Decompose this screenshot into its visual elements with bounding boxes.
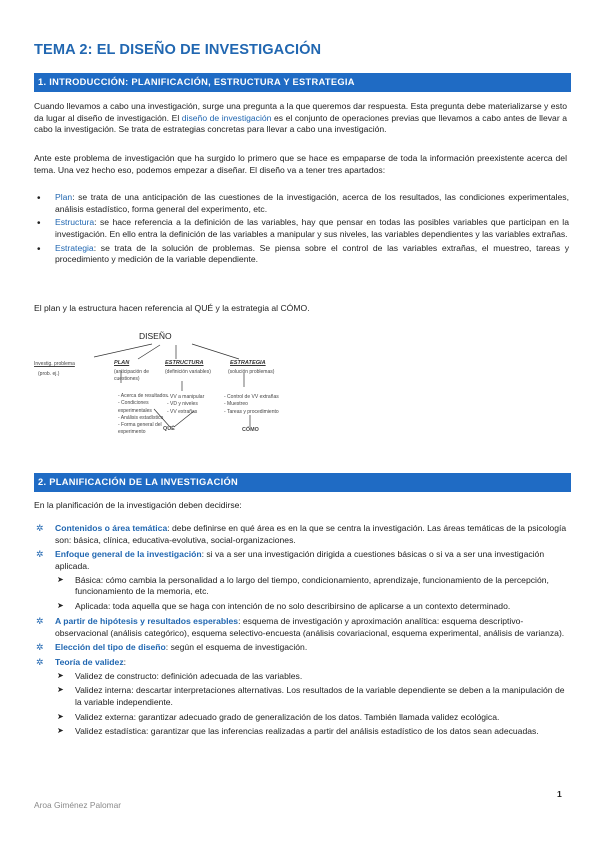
diagram-estructura-list: - VV a manipular - VD y niveles - VV extrañas [167, 394, 205, 415]
arrow-bullet-icon: ➤ [57, 670, 64, 680]
diagram-estrategia: ESTRATEGIA [230, 360, 266, 366]
sublist [55, 575, 569, 613]
list-item: ✲ Contenidos o área temática: debe definirse en qué área es en la que se centra la investigación. Las áreas temáticas de la psicología son: básica, clínica, educativa-evolutiva, social-organizaciones. [36, 523, 567, 545]
sublist-item: ➤ Validez estadística: garantizar que las inferencias realizadas a partir del análisis estadístico de los datos sean adecuadas. [57, 726, 539, 737]
list-item: • Estrategia: se trata de la solución de problemas. Se piensa sobre el control de las variables extrañas, el muestreo, tareas y procedimiento y medición de la variable dependiente. [37, 242, 569, 265]
list-item: ✲ A partir de hipótesis y resultados esperables: esquema de investigación y aproximación analítica: esquema descriptivo-observacional (análisis categórico), esquema selectivo-encuesta (análisis covariacional, esquema experimental, análisis de varianza). [36, 615, 565, 638]
design-diagram [34, 331, 354, 461]
planning-list [34, 523, 569, 741]
bullet-icon: • [37, 218, 41, 230]
sublist-item: ➤ Validez externa: garantizar adecuado grado de generalización de los datos. También llamada validez ecológica. [57, 711, 500, 722]
star-bullet-icon: ✲ [36, 615, 44, 626]
list-item: ✲ Enfoque general de la investigación: si va a ser una investigación dirigida a cuestiones básicas o si va a ser una investigación aplicada. ➤ Básica: cómo cambia la personalidad a lo largo del tiempo, condicionamiento, aprendizaje, funcionamiento de la percepción, funcionamiento de la memoria, etc. ➤ Aplicada: toda aquella que se haga con intención de no solo describirsino de aplicarse a un contexto determinado. [34, 549, 569, 612]
bullet-icon: • [37, 243, 41, 255]
star-bullet-icon: ✲ [36, 523, 44, 533]
diagram-plan-list: - Acerca de resultados - Condiciones experimentales - Análisis estadístico - Forma general del experimento [118, 393, 168, 436]
diagram-estrategia-sub: (solución problemas) [228, 369, 275, 375]
sublist [55, 671, 569, 738]
intro-text-a: Cuando llevamos a cabo una investigación, surge una pregunta a la que queremos dar respuesta. Esta pregunta debe materializarse y esto da lugar al diseño de investigación. El [34, 101, 567, 123]
star-bullet-icon: ✲ [36, 642, 44, 653]
page-title: TEMA 2: EL DISEÑO DE INVESTIGACIÓN [34, 42, 322, 58]
design-term: diseño de investigación [181, 112, 272, 123]
intro-text-b: es el conjunto de operaciones previas que llevamos a cabo antes de llevar a cabo la investigación. Se trata de estrategias concretas para llevar a cabo una investigación. [34, 112, 568, 135]
diagram-como: CÓMO [242, 427, 259, 433]
sublist-item: ➤ Validez interna: descartar interpretaciones alternativas. Los resultados de la variable dependiente se deben a la manipulación de la variable independiente. [57, 685, 565, 707]
diagram-estructura-sub: (definición variables) [165, 369, 211, 375]
star-bullet-icon: ✲ [36, 656, 44, 667]
list-item: • Estructura: se hace referencia a la definición de las variables, hay que pensar en todas las posibles variables que participan en la investigación. En ello entra la definición de las variables a manipular y sus niveles, las variables dependientes y las variables extrañas. [37, 217, 569, 240]
sublist-item: ➤ Básica: cómo cambia la personalidad a lo largo del tiempo, condicionamiento, aprendizaje, funcionamiento de la percepción, funcionamiento de la memoria, etc. [57, 574, 549, 597]
arrow-bullet-icon: ➤ [57, 711, 64, 721]
sublist-item: ➤ Validez de constructo: definición adecuada de las variables. [57, 670, 303, 681]
arrow-bullet-icon: ➤ [57, 685, 64, 695]
intro-paragraph [34, 101, 567, 136]
arrow-bullet-icon: ➤ [57, 726, 64, 736]
diagram-root: DISEÑO [139, 331, 172, 341]
list-item: ✲ Elección del tipo de diseño: según el esquema de investigación. [36, 642, 308, 653]
arrow-bullet-icon: ➤ [57, 574, 64, 584]
diagram-estrategia-list: - Control de VV extrañas - Muestreo - Tareas y procedimiento [224, 394, 279, 415]
diagram-left-label: Investig. problema [34, 361, 75, 367]
list-item: ✲ Teoría de validez: ➤ Validez de constructo: definición adecuada de las variables. ➤ Validez interna: descartar interpretaciones alternativas. Los resultados de la variable dependiente se deben a la manipulación de la variable independiente. ➤ Validez externa: garantizar adecuado grado de generalización de los datos. También llamada validez ecológica. ➤ Validez estadística: garantizar que las inferencias realizadas a partir del análisis estadístico de los datos sean adecuadas. [34, 657, 569, 738]
problem-paragraph: Ante este problema de investigación que ha surgido lo primero que se hace es empaparse de toda la información preexistente acerca del tema. Una vez hecho eso, podemos empezar a diseñar. El diseño va a tener tres apartados: [34, 153, 567, 175]
list-item: • Plan: se trata de una anticipación de las cuestiones de la investigación, acerca de los resultados, las condiciones experimentales, análisis estadístico, forma general del experimento, etc. [37, 192, 569, 214]
arrow-bullet-icon: ➤ [57, 601, 64, 611]
page-number: 1 [557, 789, 562, 799]
plan-structure-paragraph: El plan y la estructura hacen referencia al QUÉ y la estrategia al CÓMO. [34, 303, 310, 313]
bullet-icon: • [37, 193, 41, 204]
footer-author: Aroa Giménez Palomar [34, 800, 122, 810]
star-bullet-icon: ✲ [36, 549, 44, 560]
diagram-que: QUÉ [163, 426, 175, 432]
diagram-left-sub: (prob. ej.) [38, 371, 60, 377]
sublist-item: ➤ Aplicada: toda aquella que se haga con intención de no solo describirsino de aplicarse a un contexto determinado. [57, 601, 511, 612]
diagram-plan: PLAN [114, 360, 130, 366]
diagram-estructura: ESTRUCTURA [165, 360, 204, 366]
diagram-plan-sub: (anticipación de cuestiones) [114, 369, 150, 382]
planning-intro: En la planificación de la investigación deben decidirse: [34, 500, 242, 510]
design-parts-list [34, 192, 569, 268]
section-1-heading: 1. INTRODUCCIÓN: PLANIFICACIÓN, ESTRUCTURA Y ESTRATEGIA [34, 73, 571, 92]
section-2-heading: 2. PLANIFICACIÓN DE LA INVESTIGACIÓN [34, 473, 571, 492]
